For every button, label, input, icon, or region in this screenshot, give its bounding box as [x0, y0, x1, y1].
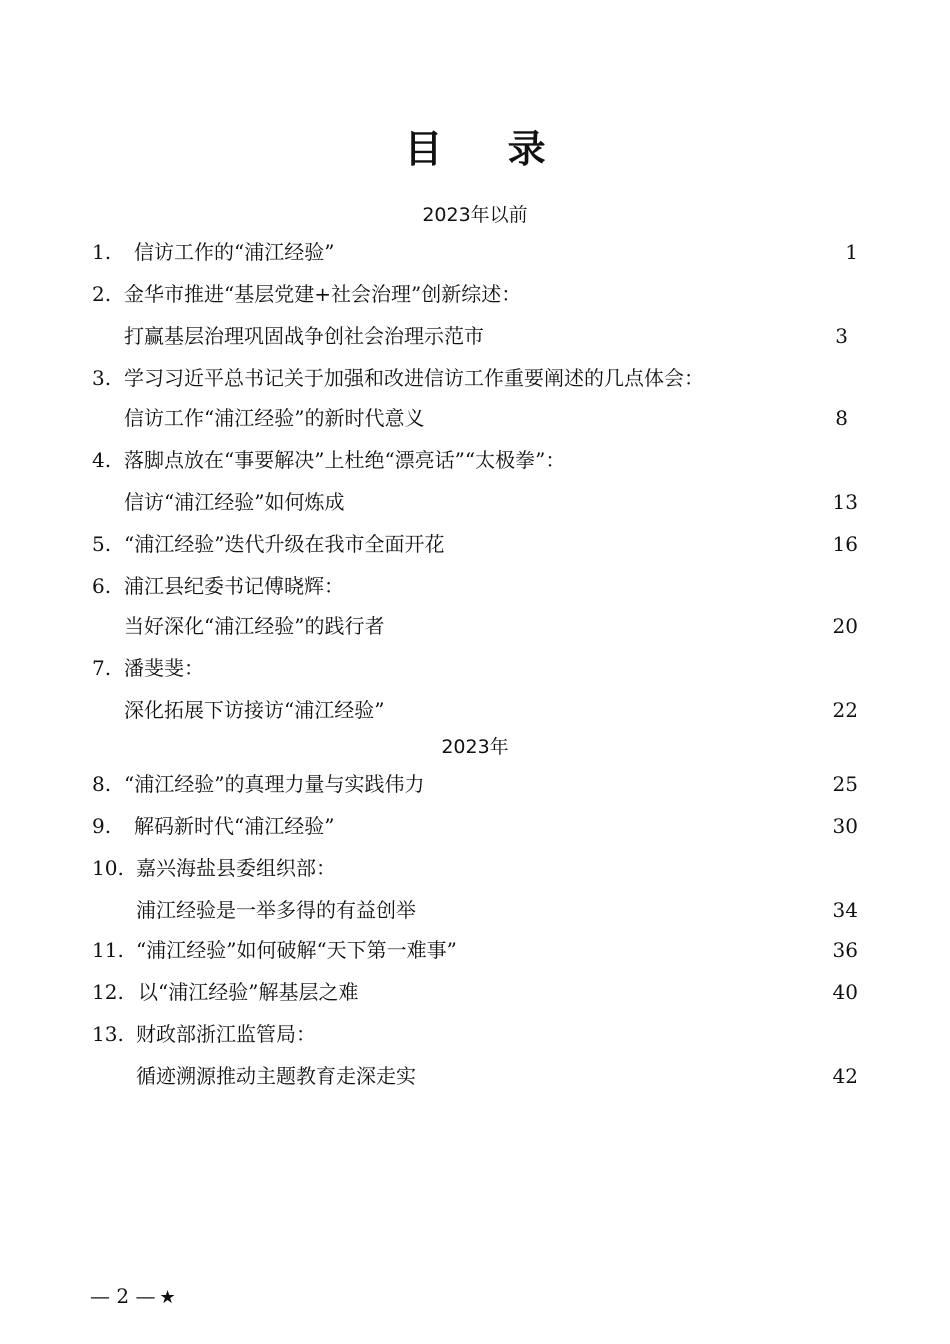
toc-entry-number: 9.	[92, 814, 112, 838]
toc-entry-number: 8.	[92, 772, 112, 796]
toc-entry-title[interactable]: 潘斐斐：	[124, 656, 204, 680]
toc-entry-title[interactable]: “浦江经验”的真理力量与实践伟力	[124, 772, 425, 796]
toc-entry-page: 30	[832, 814, 858, 838]
toc-entry-page: 16	[832, 532, 858, 556]
toc-entry-page: 25	[832, 772, 858, 796]
toc-entry-title[interactable]: 落脚点放在“事要解决”上杜绝“漂亮话”“太极拳”：	[124, 448, 566, 472]
toc-entry-title[interactable]: 嘉兴海盐县委组织部：	[136, 856, 336, 880]
toc-entry-page: 34	[832, 898, 858, 922]
toc-entry-number: 10.	[92, 856, 124, 880]
toc-entry-number: 4.	[92, 448, 112, 472]
toc-entry-page: 13	[832, 490, 858, 514]
toc-entry-page: 1	[845, 240, 858, 264]
toc-entry-subtitle[interactable]: 打赢基层治理巩固战争创社会治理示范市	[124, 324, 484, 348]
toc-entry-number: 1.	[92, 240, 112, 264]
toc-entry-number: 3.	[92, 366, 112, 390]
toc-entry-title[interactable]: 浦江县纪委书记傅晓辉：	[124, 574, 344, 598]
toc-entry-subtitle[interactable]: 深化拓展下访接访“浦江经验”	[124, 698, 385, 722]
toc-entry-number: 7.	[92, 656, 112, 680]
toc-entry-subtitle[interactable]: 信访工作“浦江经验”的新时代意义	[124, 406, 425, 430]
toc-entry-number: 13.	[92, 1022, 124, 1046]
toc-entry-title[interactable]: “浦江经验”如何破解“天下第一难事”	[136, 938, 457, 962]
toc-entry-title[interactable]: 以“浦江经验”解基层之难	[138, 980, 359, 1004]
star-icon: ★	[159, 1287, 176, 1308]
section-heading-before-2023: 2023年以前	[422, 204, 528, 226]
page-title: 目 录	[404, 127, 572, 171]
toc-entry-title[interactable]: 学习习近平总书记关于加强和改进信访工作重要阐述的几点体会：	[124, 366, 704, 390]
toc-entry-page: 42	[832, 1064, 858, 1088]
toc-entry-number: 11.	[92, 938, 124, 962]
toc-entry-page: 3	[835, 324, 848, 348]
toc-entry-number: 6.	[92, 574, 112, 598]
toc-entry-page: 22	[832, 698, 858, 722]
toc-entry-title[interactable]: 金华市推进“基层党建+社会治理”创新综述：	[124, 282, 522, 306]
toc-entry-title[interactable]: 解码新时代“浦江经验”	[134, 814, 335, 838]
toc-entry-page: 8	[835, 406, 848, 430]
toc-entry-number: 5.	[92, 532, 112, 556]
toc-entry-subtitle[interactable]: 浦江经验是一举多得的有益创举	[136, 898, 416, 922]
toc-entry-title[interactable]: 信访工作的“浦江经验”	[134, 240, 335, 264]
toc-entry-page: 40	[832, 980, 858, 1004]
toc-entry-page: 20	[832, 614, 858, 638]
toc-entry-number: 2.	[92, 282, 112, 306]
footer-page-number: — 2 —	[90, 1284, 156, 1308]
section-heading-2023: 2023年	[441, 736, 509, 758]
toc-entry-number: 12.	[92, 980, 124, 1004]
footer	[90, 1284, 176, 1308]
toc-entry-title[interactable]: “浦江经验”迭代升级在我市全面开花	[124, 532, 445, 556]
toc-entry-subtitle[interactable]: 信访“浦江经验”如何炼成	[124, 490, 345, 514]
toc-entry-subtitle[interactable]: 当好深化“浦江经验”的践行者	[124, 614, 385, 638]
toc-entry-page: 36	[832, 938, 858, 962]
toc-entry-title[interactable]: 财政部浙江监管局：	[136, 1022, 316, 1046]
toc-entry-subtitle[interactable]: 循迹溯源推动主题教育走深走实	[136, 1064, 416, 1088]
